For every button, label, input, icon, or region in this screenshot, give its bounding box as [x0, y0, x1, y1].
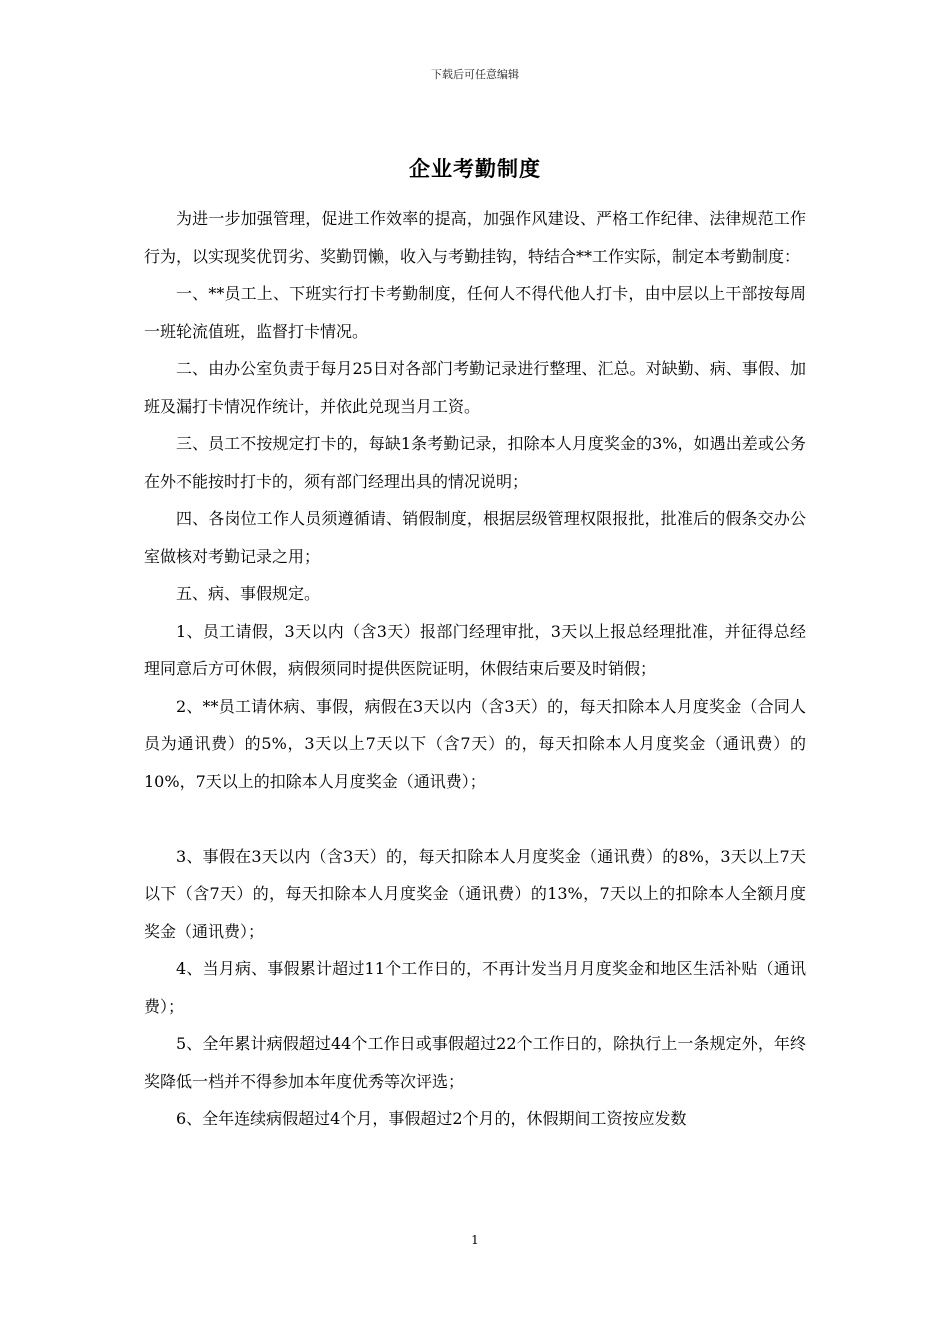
header-note: 下载后可任意编辑: [431, 68, 519, 81]
intro-paragraph: 为进一步加强管理，促进工作效率的提高，加强作风建设、严格工作纪律、法律规范工作行为，以实现奖优罚劣、奖勤罚懒，收入与考勤挂钩，特结合**工作实际，制定本考勤制度：: [144, 209, 806, 266]
clause-5: 五、病、事假规定。: [176, 584, 321, 603]
clause-1: 一、**员工上、下班实行打卡考勤制度，任何人不得代他人打卡，由中层以上干部按每周一班轮流值班，监督打卡情况。: [144, 284, 806, 341]
paragraph-spacer: [144, 800, 806, 838]
sub-clause-4: 4、当月病、事假累计超过11个工作日的，不再计发当月月度奖金和地区生活补贴（通讯费）；: [144, 959, 806, 1016]
sub-clause-6: 6、全年连续病假超过4个月，事假超过2个月的，休假期间工资按应发数: [176, 1109, 687, 1128]
document-title: 企业考勤制度: [409, 156, 541, 181]
sub-clause-5: 5、全年累计病假超过44个工作日或事假超过22个工作日的，除执行上一条规定外，年终奖降低一档并不得参加本年度优秀等次评选；: [144, 1034, 806, 1091]
clause-4: 四、各岗位工作人员须遵循请、销假制度，根据层级管理权限报批，批准后的假条交办公室做核对考勤记录之用；: [144, 509, 806, 566]
document-body: [144, 200, 806, 1138]
sub-clause-3: 3、事假在3天以内（含3天）的，每天扣除本人月度奖金（通讯费）的8%，3天以上7天以下（含7天）的，每天扣除本人月度奖金（通讯费）的13%，7天以上的扣除本人全额月度奖金（通讯费）；: [144, 846, 806, 941]
clause-3: 三、员工不按规定打卡的，每缺1条考勤记录，扣除本人月度奖金的3%，如遇出差或公务在外不能按时打卡的，须有部门经理出具的情况说明；: [144, 434, 806, 491]
clause-2: 二、由办公室负责于每月25日对各部门考勤记录进行整理、汇总。对缺勤、病、事假、加班及漏打卡情况作统计，并依此兑现当月工资。: [144, 359, 806, 416]
page-number: 1: [471, 1233, 479, 1247]
sub-clause-2: 2、**员工请休病、事假，病假在3天以内（含3天）的，每天扣除本人月度奖金（合同人员为通讯费）的5%，3天以上7天以下（含7天）的，每天扣除本人月度奖金（通讯费）的10%，7天以上的扣除本人月度奖金（通讯费）；: [144, 696, 806, 791]
sub-clause-1: 1、员工请假，3天以内（含3天）报部门经理审批，3天以上报总经理批准，并征得总经理同意后方可休假，病假须同时提供医院证明，休假结束后要及时销假；: [144, 621, 806, 678]
